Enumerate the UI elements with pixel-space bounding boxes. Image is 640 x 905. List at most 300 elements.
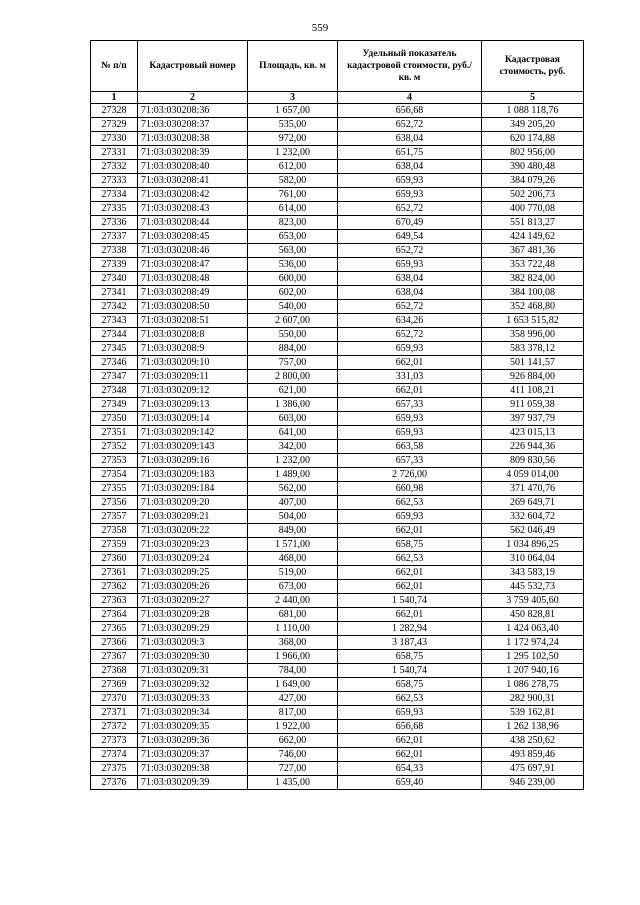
cadastral-number-cell: 71:03:030208:45 bbox=[138, 230, 248, 244]
row-number-cell: 27347 bbox=[91, 370, 138, 384]
row-number-cell: 27334 bbox=[91, 188, 138, 202]
row-number-cell: 27338 bbox=[91, 244, 138, 258]
cadastral-value-cell: 1 088 118,76 bbox=[482, 104, 584, 118]
column-number-row bbox=[91, 92, 584, 104]
table-row bbox=[91, 566, 584, 580]
cadastral-number-cell: 71:03:030208:38 bbox=[138, 132, 248, 146]
row-number-cell: 27341 bbox=[91, 286, 138, 300]
table-row bbox=[91, 216, 584, 230]
table-row bbox=[91, 692, 584, 706]
area-cell: 504,00 bbox=[248, 510, 338, 524]
unit-value-cell: 638,04 bbox=[338, 132, 482, 146]
header-cadastral-number: Кадастровый номер bbox=[138, 41, 248, 92]
cadastral-number-cell: 71:03:030208:37 bbox=[138, 118, 248, 132]
area-cell: 582,00 bbox=[248, 174, 338, 188]
area-cell: 602,00 bbox=[248, 286, 338, 300]
table-row bbox=[91, 160, 584, 174]
row-number-cell: 27348 bbox=[91, 384, 138, 398]
row-number-cell: 27376 bbox=[91, 776, 138, 790]
unit-value-cell: 662,01 bbox=[338, 566, 482, 580]
unit-value-cell: 331,03 bbox=[338, 370, 482, 384]
row-number-cell: 27342 bbox=[91, 300, 138, 314]
unit-value-cell: 662,53 bbox=[338, 552, 482, 566]
cadastral-value-cell: 352 468,80 bbox=[482, 300, 584, 314]
header-row-number: № п/п bbox=[91, 41, 138, 92]
area-cell: 536,00 bbox=[248, 258, 338, 272]
unit-value-cell: 663,58 bbox=[338, 440, 482, 454]
cadastral-value-table bbox=[90, 40, 584, 790]
area-cell: 2 800,00 bbox=[248, 370, 338, 384]
row-number-cell: 27370 bbox=[91, 692, 138, 706]
table-row bbox=[91, 594, 584, 608]
row-number-cell: 27335 bbox=[91, 202, 138, 216]
cadastral-number-cell: 71:03:030209:29 bbox=[138, 622, 248, 636]
row-number-cell: 27350 bbox=[91, 412, 138, 426]
table-row bbox=[91, 132, 584, 146]
row-number-cell: 27346 bbox=[91, 356, 138, 370]
table-row bbox=[91, 762, 584, 776]
unit-value-cell: 662,01 bbox=[338, 356, 482, 370]
area-cell: 535,00 bbox=[248, 118, 338, 132]
row-number-cell: 27357 bbox=[91, 510, 138, 524]
area-cell: 1 571,00 bbox=[248, 538, 338, 552]
page-number: 559 bbox=[311, 22, 329, 34]
area-cell: 1 489,00 bbox=[248, 468, 338, 482]
cadastral-number-cell: 71:03:030209:142 bbox=[138, 426, 248, 440]
row-number-cell: 27361 bbox=[91, 566, 138, 580]
row-number-cell: 27360 bbox=[91, 552, 138, 566]
table-body bbox=[91, 104, 584, 790]
cadastral-number-cell: 71:03:030209:26 bbox=[138, 580, 248, 594]
cadastral-number-cell: 71:03:030209:184 bbox=[138, 482, 248, 496]
cadastral-value-cell: 400 770,08 bbox=[482, 202, 584, 216]
cadastral-number-cell: 71:03:030208:46 bbox=[138, 244, 248, 258]
area-cell: 612,00 bbox=[248, 160, 338, 174]
area-cell: 2 440,00 bbox=[248, 594, 338, 608]
cadastral-number-cell: 71:03:030208:47 bbox=[138, 258, 248, 272]
cadastral-number-cell: 71:03:030209:20 bbox=[138, 496, 248, 510]
area-cell: 1 966,00 bbox=[248, 650, 338, 664]
cadastral-value-cell: 445 532,73 bbox=[482, 580, 584, 594]
unit-value-cell: 652,72 bbox=[338, 244, 482, 258]
cadastral-number-cell: 71:03:030208:49 bbox=[138, 286, 248, 300]
area-cell: 563,00 bbox=[248, 244, 338, 258]
table-row bbox=[91, 678, 584, 692]
cadastral-number-cell: 71:03:030209:143 bbox=[138, 440, 248, 454]
cadastral-value-cell: 4 059 014,00 bbox=[482, 468, 584, 482]
cadastral-number-cell: 71:03:030209:39 bbox=[138, 776, 248, 790]
cadastral-number-cell: 71:03:030209:30 bbox=[138, 650, 248, 664]
cadastral-number-cell: 71:03:030209:32 bbox=[138, 678, 248, 692]
table-row bbox=[91, 272, 584, 286]
table-row bbox=[91, 538, 584, 552]
area-cell: 1 110,00 bbox=[248, 622, 338, 636]
table-row bbox=[91, 342, 584, 356]
cadastral-number-cell: 71:03:030208:39 bbox=[138, 146, 248, 160]
unit-value-cell: 1 540,74 bbox=[338, 594, 482, 608]
cadastral-value-cell: 562 046,49 bbox=[482, 524, 584, 538]
cadastral-value-cell: 269 649,71 bbox=[482, 496, 584, 510]
unit-value-cell: 658,75 bbox=[338, 650, 482, 664]
cadastral-number-cell: 71:03:030209:24 bbox=[138, 552, 248, 566]
unit-value-cell: 657,33 bbox=[338, 454, 482, 468]
row-number-cell: 27336 bbox=[91, 216, 138, 230]
area-cell: 1 232,00 bbox=[248, 454, 338, 468]
cadastral-value-cell: 310 064,04 bbox=[482, 552, 584, 566]
column-number: 4 bbox=[338, 92, 482, 104]
unit-value-cell: 662,01 bbox=[338, 580, 482, 594]
unit-value-cell: 659,93 bbox=[338, 258, 482, 272]
table-row bbox=[91, 118, 584, 132]
row-number-cell: 27371 bbox=[91, 706, 138, 720]
row-number-cell: 27364 bbox=[91, 608, 138, 622]
row-number-cell: 27339 bbox=[91, 258, 138, 272]
cadastral-number-cell: 71:03:030209:3 bbox=[138, 636, 248, 650]
cadastral-value-cell: 911 059,38 bbox=[482, 398, 584, 412]
cadastral-value-cell: 367 481,36 bbox=[482, 244, 584, 258]
cadastral-value-cell: 397 937,79 bbox=[482, 412, 584, 426]
cadastral-number-cell: 71:03:030208:43 bbox=[138, 202, 248, 216]
column-number: 3 bbox=[248, 92, 338, 104]
area-cell: 603,00 bbox=[248, 412, 338, 426]
area-cell: 884,00 bbox=[248, 342, 338, 356]
unit-value-cell: 662,53 bbox=[338, 692, 482, 706]
cadastral-value-cell: 539 162,81 bbox=[482, 706, 584, 720]
area-cell: 817,00 bbox=[248, 706, 338, 720]
area-cell: 727,00 bbox=[248, 762, 338, 776]
cadastral-value-cell: 382 824,00 bbox=[482, 272, 584, 286]
row-number-cell: 27363 bbox=[91, 594, 138, 608]
header-cadastral-value: Кадастровая стоимость, руб. bbox=[482, 41, 584, 92]
table-row bbox=[91, 650, 584, 664]
unit-value-cell: 662,01 bbox=[338, 734, 482, 748]
unit-value-cell: 659,40 bbox=[338, 776, 482, 790]
cadastral-value-cell: 1 653 515,82 bbox=[482, 314, 584, 328]
unit-value-cell: 662,01 bbox=[338, 608, 482, 622]
row-number-cell: 27374 bbox=[91, 748, 138, 762]
cadastral-value-cell: 1 262 138,96 bbox=[482, 720, 584, 734]
table-row bbox=[91, 426, 584, 440]
area-cell: 368,00 bbox=[248, 636, 338, 650]
cadastral-value-cell: 282 900,31 bbox=[482, 692, 584, 706]
area-cell: 519,00 bbox=[248, 566, 338, 580]
cadastral-value-cell: 1 424 063,40 bbox=[482, 622, 584, 636]
unit-value-cell: 656,68 bbox=[338, 104, 482, 118]
row-number-cell: 27337 bbox=[91, 230, 138, 244]
cadastral-number-cell: 71:03:030208:42 bbox=[138, 188, 248, 202]
unit-value-cell: 662,01 bbox=[338, 384, 482, 398]
area-cell: 823,00 bbox=[248, 216, 338, 230]
row-number-cell: 27362 bbox=[91, 580, 138, 594]
area-cell: 972,00 bbox=[248, 132, 338, 146]
unit-value-cell: 659,93 bbox=[338, 706, 482, 720]
table-row bbox=[91, 622, 584, 636]
area-cell: 681,00 bbox=[248, 608, 338, 622]
area-cell: 600,00 bbox=[248, 272, 338, 286]
unit-value-cell: 649,54 bbox=[338, 230, 482, 244]
area-cell: 673,00 bbox=[248, 580, 338, 594]
cadastral-number-cell: 71:03:030209:12 bbox=[138, 384, 248, 398]
area-cell: 562,00 bbox=[248, 482, 338, 496]
unit-value-cell: 638,04 bbox=[338, 160, 482, 174]
cadastral-number-cell: 71:03:030208:36 bbox=[138, 104, 248, 118]
table-row bbox=[91, 202, 584, 216]
cadastral-value-cell: 411 108,21 bbox=[482, 384, 584, 398]
area-cell: 1 649,00 bbox=[248, 678, 338, 692]
table-row bbox=[91, 258, 584, 272]
table-row bbox=[91, 608, 584, 622]
cadastral-value-cell: 3 759 405,60 bbox=[482, 594, 584, 608]
area-cell: 1 657,00 bbox=[248, 104, 338, 118]
table-row bbox=[91, 314, 584, 328]
unit-value-cell: 659,93 bbox=[338, 188, 482, 202]
row-number-cell: 27358 bbox=[91, 524, 138, 538]
row-number-cell: 27366 bbox=[91, 636, 138, 650]
area-cell: 550,00 bbox=[248, 328, 338, 342]
unit-value-cell: 2 726,00 bbox=[338, 468, 482, 482]
table-row bbox=[91, 468, 584, 482]
cadastral-value-cell: 423 015,13 bbox=[482, 426, 584, 440]
cadastral-value-cell: 1 172 974,24 bbox=[482, 636, 584, 650]
row-number-cell: 27332 bbox=[91, 160, 138, 174]
cadastral-value-cell: 384 079,26 bbox=[482, 174, 584, 188]
table-row bbox=[91, 776, 584, 790]
row-number-cell: 27330 bbox=[91, 132, 138, 146]
cadastral-value-cell: 438 250,62 bbox=[482, 734, 584, 748]
table-row bbox=[91, 552, 584, 566]
table-row bbox=[91, 510, 584, 524]
area-cell: 757,00 bbox=[248, 356, 338, 370]
area-cell: 2 607,00 bbox=[248, 314, 338, 328]
cadastral-number-cell: 71:03:030209:11 bbox=[138, 370, 248, 384]
unit-value-cell: 659,93 bbox=[338, 426, 482, 440]
unit-value-cell: 1 282,94 bbox=[338, 622, 482, 636]
area-cell: 1 386,00 bbox=[248, 398, 338, 412]
area-cell: 468,00 bbox=[248, 552, 338, 566]
cadastral-number-cell: 71:03:030209:16 bbox=[138, 454, 248, 468]
table-row bbox=[91, 580, 584, 594]
table-row bbox=[91, 300, 584, 314]
row-number-cell: 27329 bbox=[91, 118, 138, 132]
cadastral-number-cell: 71:03:030208:44 bbox=[138, 216, 248, 230]
unit-value-cell: 662,01 bbox=[338, 748, 482, 762]
row-number-cell: 27333 bbox=[91, 174, 138, 188]
cadastral-number-cell: 71:03:030209:36 bbox=[138, 734, 248, 748]
table-row bbox=[91, 636, 584, 650]
row-number-cell: 27365 bbox=[91, 622, 138, 636]
table-row bbox=[91, 230, 584, 244]
unit-value-cell: 670,49 bbox=[338, 216, 482, 230]
unit-value-cell: 652,72 bbox=[338, 328, 482, 342]
unit-value-cell: 654,33 bbox=[338, 762, 482, 776]
area-cell: 761,00 bbox=[248, 188, 338, 202]
cadastral-value-cell: 501 141,57 bbox=[482, 356, 584, 370]
row-number-cell: 27349 bbox=[91, 398, 138, 412]
table-row bbox=[91, 398, 584, 412]
table-row bbox=[91, 454, 584, 468]
cadastral-value-cell: 946 239,00 bbox=[482, 776, 584, 790]
area-cell: 427,00 bbox=[248, 692, 338, 706]
area-cell: 614,00 bbox=[248, 202, 338, 216]
area-cell: 540,00 bbox=[248, 300, 338, 314]
row-number-cell: 27356 bbox=[91, 496, 138, 510]
cadastral-number-cell: 71:03:030208:8 bbox=[138, 328, 248, 342]
area-cell: 784,00 bbox=[248, 664, 338, 678]
cadastral-value-cell: 809 830,56 bbox=[482, 454, 584, 468]
unit-value-cell: 662,01 bbox=[338, 524, 482, 538]
unit-value-cell: 638,04 bbox=[338, 272, 482, 286]
cadastral-number-cell: 71:03:030209:183 bbox=[138, 468, 248, 482]
cadastral-number-cell: 71:03:030209:23 bbox=[138, 538, 248, 552]
cadastral-number-cell: 71:03:030209:13 bbox=[138, 398, 248, 412]
cadastral-number-cell: 71:03:030208:40 bbox=[138, 160, 248, 174]
area-cell: 641,00 bbox=[248, 426, 338, 440]
unit-value-cell: 659,93 bbox=[338, 510, 482, 524]
unit-value-cell: 659,93 bbox=[338, 342, 482, 356]
table-row bbox=[91, 496, 584, 510]
cadastral-number-cell: 71:03:030208:51 bbox=[138, 314, 248, 328]
table-row bbox=[91, 188, 584, 202]
row-number-cell: 27351 bbox=[91, 426, 138, 440]
cadastral-number-cell: 71:03:030209:28 bbox=[138, 608, 248, 622]
table-row bbox=[91, 706, 584, 720]
table-row bbox=[91, 482, 584, 496]
unit-value-cell: 658,75 bbox=[338, 678, 482, 692]
table-row bbox=[91, 356, 584, 370]
row-number-cell: 27375 bbox=[91, 762, 138, 776]
header-area: Площадь, кв. м bbox=[248, 41, 338, 92]
cadastral-number-cell: 71:03:030209:25 bbox=[138, 566, 248, 580]
row-number-cell: 27372 bbox=[91, 720, 138, 734]
unit-value-cell: 658,75 bbox=[338, 538, 482, 552]
column-number: 5 bbox=[482, 92, 584, 104]
table-row bbox=[91, 412, 584, 426]
cadastral-value-cell: 332 604,72 bbox=[482, 510, 584, 524]
cadastral-number-cell: 71:03:030209:38 bbox=[138, 762, 248, 776]
cadastral-number-cell: 71:03:030209:22 bbox=[138, 524, 248, 538]
cadastral-value-cell: 450 828,81 bbox=[482, 608, 584, 622]
cadastral-number-cell: 71:03:030209:27 bbox=[138, 594, 248, 608]
row-number-cell: 27355 bbox=[91, 482, 138, 496]
unit-value-cell: 656,68 bbox=[338, 720, 482, 734]
unit-value-cell: 1 540,74 bbox=[338, 664, 482, 678]
area-cell: 653,00 bbox=[248, 230, 338, 244]
table-row bbox=[91, 384, 584, 398]
area-cell: 1 435,00 bbox=[248, 776, 338, 790]
unit-value-cell: 652,72 bbox=[338, 202, 482, 216]
cadastral-value-cell: 475 697,91 bbox=[482, 762, 584, 776]
area-cell: 342,00 bbox=[248, 440, 338, 454]
table-row bbox=[91, 146, 584, 160]
table-row bbox=[91, 174, 584, 188]
row-number-cell: 27352 bbox=[91, 440, 138, 454]
cadastral-value-cell: 343 583,19 bbox=[482, 566, 584, 580]
cadastral-value-cell: 551 813,27 bbox=[482, 216, 584, 230]
table-row bbox=[91, 370, 584, 384]
area-cell: 849,00 bbox=[248, 524, 338, 538]
unit-value-cell: 3 187,43 bbox=[338, 636, 482, 650]
cadastral-number-cell: 71:03:030208:50 bbox=[138, 300, 248, 314]
cadastral-value-cell: 384 100,08 bbox=[482, 286, 584, 300]
area-cell: 1 232,00 bbox=[248, 146, 338, 160]
header-unit-value: Удельный показатель кадастровой стоимости, руб./кв. м bbox=[338, 41, 482, 92]
table-row bbox=[91, 104, 584, 118]
unit-value-cell: 660,98 bbox=[338, 482, 482, 496]
cadastral-number-cell: 71:03:030209:21 bbox=[138, 510, 248, 524]
cadastral-number-cell: 71:03:030208:48 bbox=[138, 272, 248, 286]
table-row bbox=[91, 748, 584, 762]
cadastral-number-cell: 71:03:030209:10 bbox=[138, 356, 248, 370]
cadastral-value-cell: 353 722,48 bbox=[482, 258, 584, 272]
cadastral-value-cell: 802 956,00 bbox=[482, 146, 584, 160]
table-row bbox=[91, 244, 584, 258]
unit-value-cell: 662,53 bbox=[338, 496, 482, 510]
area-cell: 746,00 bbox=[248, 748, 338, 762]
cadastral-number-cell: 71:03:030209:31 bbox=[138, 664, 248, 678]
unit-value-cell: 652,72 bbox=[338, 118, 482, 132]
cadastral-number-cell: 71:03:030209:14 bbox=[138, 412, 248, 426]
area-cell: 407,00 bbox=[248, 496, 338, 510]
row-number-cell: 27328 bbox=[91, 104, 138, 118]
table-row bbox=[91, 734, 584, 748]
cadastral-number-cell: 71:03:030208:9 bbox=[138, 342, 248, 356]
column-number: 2 bbox=[138, 92, 248, 104]
cadastral-value-cell: 620 174,88 bbox=[482, 132, 584, 146]
cadastral-value-cell: 493 859,46 bbox=[482, 748, 584, 762]
cadastral-number-cell: 71:03:030209:37 bbox=[138, 748, 248, 762]
unit-value-cell: 659,93 bbox=[338, 174, 482, 188]
cadastral-number-cell: 71:03:030209:34 bbox=[138, 706, 248, 720]
unit-value-cell: 651,75 bbox=[338, 146, 482, 160]
table-row bbox=[91, 524, 584, 538]
cadastral-value-cell: 390 480,48 bbox=[482, 160, 584, 174]
area-cell: 621,00 bbox=[248, 384, 338, 398]
cadastral-value-cell: 226 944,36 bbox=[482, 440, 584, 454]
area-cell: 662,00 bbox=[248, 734, 338, 748]
row-number-cell: 27369 bbox=[91, 678, 138, 692]
table-row bbox=[91, 720, 584, 734]
cadastral-value-cell: 502 206,73 bbox=[482, 188, 584, 202]
cadastral-number-cell: 71:03:030209:33 bbox=[138, 692, 248, 706]
unit-value-cell: 638,04 bbox=[338, 286, 482, 300]
cadastral-value-cell: 358 996,00 bbox=[482, 328, 584, 342]
cadastral-number-cell: 71:03:030208:41 bbox=[138, 174, 248, 188]
area-cell: 1 922,00 bbox=[248, 720, 338, 734]
cadastral-number-cell: 71:03:030209:35 bbox=[138, 720, 248, 734]
row-number-cell: 27359 bbox=[91, 538, 138, 552]
column-number: 1 bbox=[91, 92, 138, 104]
row-number-cell: 27340 bbox=[91, 272, 138, 286]
row-number-cell: 27373 bbox=[91, 734, 138, 748]
cadastral-value-cell: 1 207 940,16 bbox=[482, 664, 584, 678]
row-number-cell: 27344 bbox=[91, 328, 138, 342]
cadastral-value-cell: 583 378,12 bbox=[482, 342, 584, 356]
table-row bbox=[91, 328, 584, 342]
unit-value-cell: 652,72 bbox=[338, 300, 482, 314]
table-header-row bbox=[91, 41, 584, 92]
row-number-cell: 27353 bbox=[91, 454, 138, 468]
row-number-cell: 27368 bbox=[91, 664, 138, 678]
cadastral-value-cell: 1 295 102,50 bbox=[482, 650, 584, 664]
cadastral-value-cell: 926 884,00 bbox=[482, 370, 584, 384]
unit-value-cell: 659,93 bbox=[338, 412, 482, 426]
row-number-cell: 27331 bbox=[91, 146, 138, 160]
row-number-cell: 27354 bbox=[91, 468, 138, 482]
row-number-cell: 27343 bbox=[91, 314, 138, 328]
row-number-cell: 27367 bbox=[91, 650, 138, 664]
row-number-cell: 27345 bbox=[91, 342, 138, 356]
unit-value-cell: 657,33 bbox=[338, 398, 482, 412]
